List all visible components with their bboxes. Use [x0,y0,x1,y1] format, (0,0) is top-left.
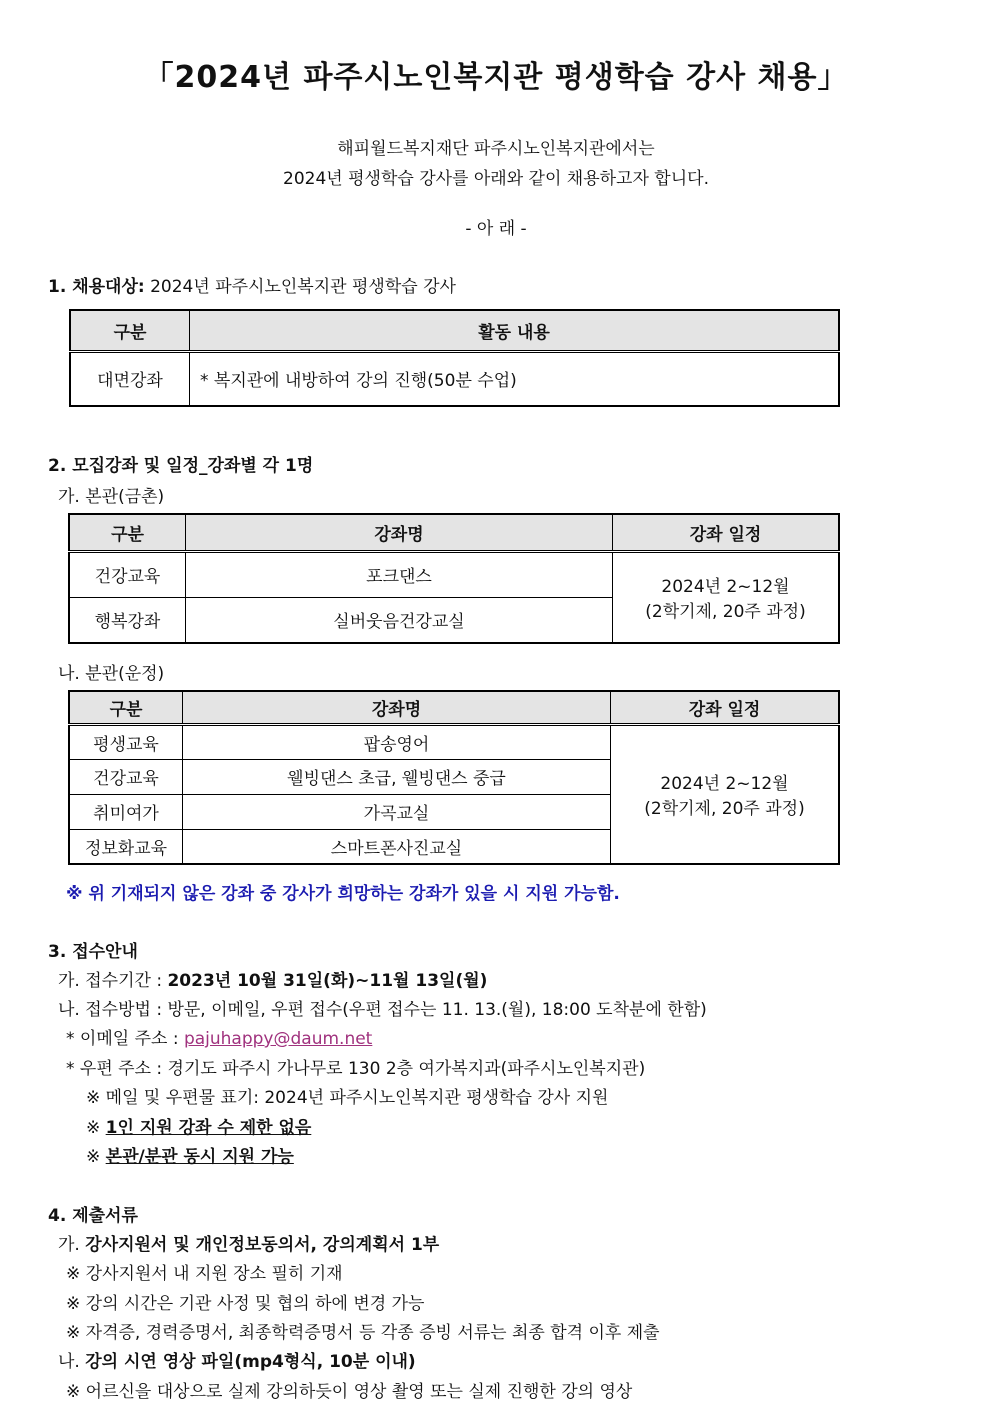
table-cell: 웰빙댄스 초급, 웰빙댄스 중급 [183,759,611,794]
table-cell: 대면강좌 [70,351,190,406]
note-mark: ※ [86,1118,106,1138]
below-label: - 아 래 - [465,219,527,239]
item-b-label: 나. [58,1352,86,1372]
schedule-line-2: (2학기제, 20주 과정) [645,602,806,623]
table-header: 구분 [69,514,186,551]
section4-heading: 4. 제출서류 [48,1206,138,1226]
sub-branch-table [68,690,840,865]
section2-heading: 2. 모집강좌 및 일정_강좌별 각 1명 [48,456,314,476]
note-text: 본관/분관 동시 지원 가능 [105,1147,294,1167]
table-cell: 건강교육 [69,759,183,794]
table-cell: 정보화교육 [69,829,183,864]
email-label: * 이메일 주소 : [66,1029,184,1049]
note-text: 1인 지원 강좌 수 제한 없음 [105,1118,312,1138]
item-a-note-3: ※ 자격증, 경력증명서, 최종학력증명서 등 각종 증빙 서류는 최종 합격 이후 제출 [66,1323,660,1343]
note-line-2 [86,1113,311,1138]
table-header: 활동 내용 [190,310,840,351]
item-b-line [58,1347,416,1372]
table-cell: 가곡교실 [183,794,611,829]
document-title: 「2024년 파주시노인복지관 평생학습 강사 채용」 [143,60,849,95]
schedule-cell [613,551,840,643]
table-header: 강좌명 [183,691,611,724]
item-a-line [58,1230,439,1255]
item-b-note-1: ※ 어르신을 대상으로 실제 강의하듯이 영상 촬영 또는 실제 진행한 강의 영상 [66,1382,633,1402]
table-cell: 취미여가 [69,794,183,829]
email-link[interactable]: pajuhappy@daum.net [183,1029,373,1049]
email-line [66,1024,372,1049]
item-a-text: 강사지원서 및 개인정보동의서, 강의계획서 1부 [85,1235,440,1255]
table-header: 강좌 일정 [611,691,840,724]
schedule-line-1: 2024년 2~12월 [660,774,789,795]
table-cell: 실버웃음건강교실 [186,597,613,643]
table-cell: 팝송영어 [183,724,611,759]
item-a-note-2: ※ 강의 시간은 기관 사정 및 협의 하에 변경 가능 [66,1294,425,1314]
schedule-cell [611,724,840,864]
table-cell: * 복지관에 내방하여 강의 진행(50분 수업) [190,351,840,406]
table-header: 강좌 일정 [613,514,840,551]
section2-sub-b: 나. 분관(운정) [58,664,165,684]
period-line [58,966,487,991]
table-cell: 평생교육 [69,724,183,759]
period-label: 가. 접수기간 : [58,971,168,991]
main-branch-table [68,513,840,644]
schedule-line-1: 2024년 2~12월 [661,577,790,598]
table-cell: 스마트폰사진교실 [183,829,611,864]
item-a-note-1: ※ 강사지원서 내 지원 장소 필히 기재 [66,1264,343,1284]
table-cell: 행복강좌 [69,597,186,643]
period-value: 2023년 10월 31일(화)~11월 13일(월) [167,971,488,991]
section3-heading: 3. 접수안내 [48,942,138,962]
intro-text [0,134,992,194]
table-cell: 포크댄스 [186,551,613,597]
table-header: 구분 [69,691,183,724]
section2-sub-a: 가. 본관(금촌) [58,487,165,507]
section2-note: ※ 위 기재되지 않은 강좌 중 강사가 희망하는 강좌가 있을 시 지원 가능함. [66,884,620,904]
table-header: 구분 [70,310,190,351]
intro-line-2: 2024년 평생학습 강사를 아래와 같이 채용하고자 합니다. [283,169,709,189]
note-line-1: ※ 메일 및 우편물 표기: 2024년 파주시노인복지관 평생학습 강사 지원 [86,1088,609,1108]
section1-text: 2024년 파주시노인복지관 평생학습 강사 [144,277,456,297]
section1-heading-line [48,272,456,297]
note-line-3 [86,1142,294,1167]
section1-heading: 1. 채용대상: [48,277,145,297]
post-line: * 우편 주소 : 경기도 파주시 가나무로 130 2층 여가복지과(파주시노인복지관) [66,1059,646,1079]
note-mark: ※ [86,1147,106,1167]
intro-line-1: 해피월드복지재단 파주시노인복지관에서는 [337,139,655,159]
section1-table [69,309,840,407]
table-cell: 건강교육 [69,551,186,597]
method-line: 나. 접수방법 : 방문, 이메일, 우편 접수(우편 접수는 11. 13.(월), 18:00 도착분에 한함) [58,1000,707,1020]
table-header: 강좌명 [186,514,613,551]
item-b-text: 강의 시연 영상 파일(mp4형식, 10분 이내) [85,1352,416,1372]
schedule-line-2: (2학기제, 20주 과정) [644,799,805,820]
item-a-label: 가. [58,1235,86,1255]
